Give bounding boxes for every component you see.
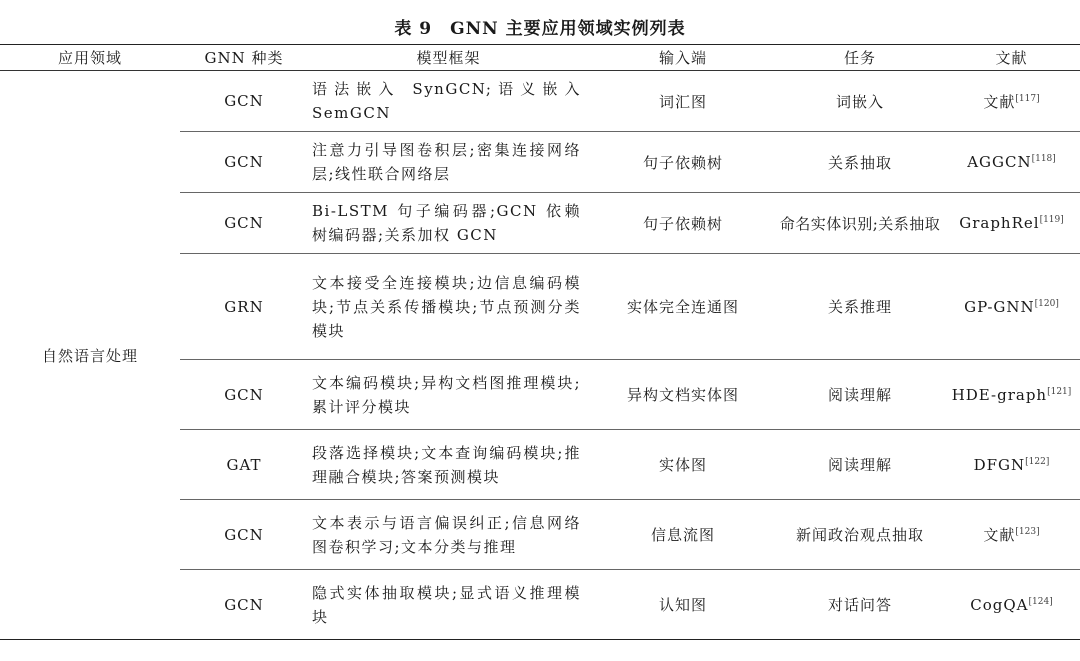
gnn-type-cell: GCN [180, 132, 308, 193]
ref-name: AGGCN [967, 153, 1032, 171]
ref-number: [124] [1028, 596, 1053, 607]
ref-number: [117] [1015, 93, 1040, 104]
ref-name: GP-GNN [964, 297, 1035, 316]
ref-cell [943, 500, 1080, 570]
header-input: 输入端 [589, 45, 777, 71]
input-cell: 异构文档实体图 [589, 360, 777, 430]
table-caption: 表 9 GNN 主要应用领域实例列表 [394, 19, 686, 39]
gnn-type-cell: GCN [180, 360, 308, 430]
input-cell: 句子依赖树 [589, 193, 777, 254]
ref-name: 文献 [983, 526, 1016, 544]
input-cell: 句子依赖树 [589, 132, 777, 193]
model-cell: 语法嵌入 SynGCN;语义嵌入 SemGCN [308, 71, 589, 132]
ref-cell [943, 132, 1080, 193]
ref-name: DFGN [973, 455, 1026, 474]
gnn-applications-table [0, 44, 1080, 640]
header-field: 应用领域 [0, 45, 180, 71]
ref-name: CogQA [970, 595, 1029, 614]
input-cell: 实体图 [589, 430, 777, 500]
task-cell: 对话问答 [777, 570, 943, 640]
task-cell: 阅读理解 [777, 360, 943, 430]
ref-number: [118] [1031, 154, 1056, 164]
model-cell: 隐式实体抽取模块;显式语义推理模块 [308, 570, 589, 640]
model-cell: 文本接受全连接模块;边信息编码模块;节点关系传播模块;节点预测分类模块 [308, 254, 589, 360]
ref-cell [943, 193, 1080, 254]
input-cell: 实体完全连通图 [589, 254, 777, 360]
task-cell: 新闻政治观点抽取 [777, 500, 943, 570]
gnn-type-cell: GCN [180, 193, 308, 254]
task-cell: 词嵌入 [777, 71, 943, 132]
task-cell: 关系抽取 [777, 132, 943, 193]
ref-number: [123] [1015, 527, 1040, 537]
input-cell: 信息流图 [589, 500, 777, 570]
ref-cell [943, 360, 1080, 430]
input-cell: 词汇图 [589, 71, 777, 132]
input-cell: 认知图 [589, 570, 777, 640]
ref-cell [943, 570, 1080, 640]
ref-number: [121] [1047, 386, 1072, 397]
task-cell: 阅读理解 [777, 430, 943, 500]
ref-number: [120] [1034, 298, 1059, 309]
header-ref: 文献 [943, 45, 1080, 71]
ref-name: 文献 [983, 92, 1016, 111]
header-row [0, 45, 1080, 71]
header-gnn-type: GNN 种类 [180, 45, 308, 71]
gnn-type-cell: GRN [180, 254, 308, 360]
ref-cell [943, 430, 1080, 500]
gnn-type-cell: GCN [180, 570, 308, 640]
model-cell: 注意力引导图卷积层;密集连接网络层;线性联合网络层 [308, 132, 589, 193]
task-cell: 命名实体识别;关系抽取 [777, 193, 943, 254]
model-cell: 文本表示与语言偏误纠正;信息网络图卷积学习;文本分类与推理 [308, 500, 589, 570]
gnn-type-cell: GAT [180, 430, 308, 500]
gnn-type-cell: GCN [180, 500, 308, 570]
gnn-type-cell: GCN [180, 71, 308, 132]
ref-number: [119] [1039, 215, 1064, 225]
ref-number: [122] [1025, 456, 1050, 467]
header-model: 模型框架 [308, 45, 589, 71]
ref-cell [943, 71, 1080, 132]
header-task: 任务 [777, 45, 943, 71]
ref-name: HDE-graph [951, 385, 1048, 404]
table-row [0, 71, 1080, 132]
ref-name: GraphRel [959, 214, 1040, 232]
ref-cell [943, 254, 1080, 360]
task-cell: 关系推理 [777, 254, 943, 360]
model-cell: Bi-LSTM 句子编码器;GCN 依赖树编码器;关系加权 GCN [308, 193, 589, 254]
field-cell: 自然语言处理 [0, 71, 180, 640]
model-cell: 文本编码模块;异构文档图推理模块;累计评分模块 [308, 360, 589, 430]
model-cell: 段落选择模块;文本查询编码模块;推理融合模块;答案预测模块 [308, 430, 589, 500]
